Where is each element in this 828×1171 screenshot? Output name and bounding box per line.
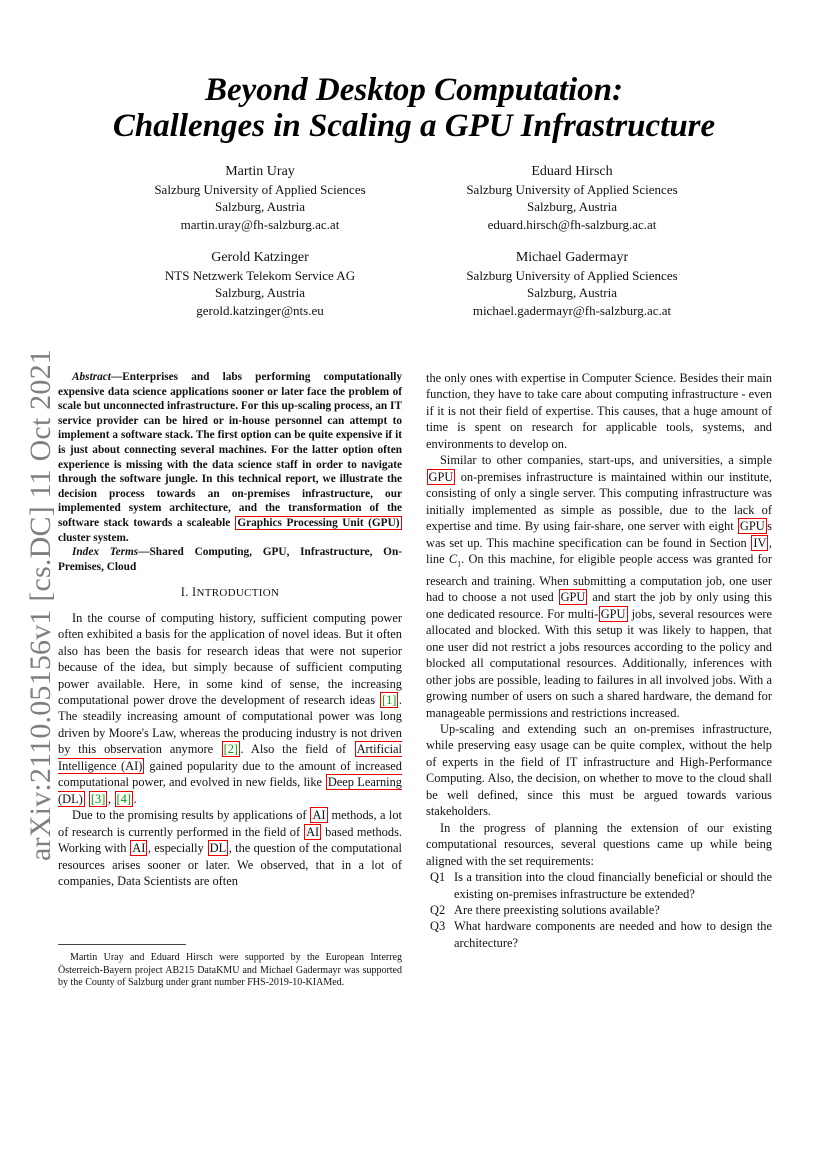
intro-paragraph-2 (58, 807, 402, 889)
title-line-2: Challenges in Scaling a GPU Infrastructure (112, 108, 716, 144)
dl-acronym-link[interactable]: DL (209, 841, 227, 856)
math-subscript: 1 (457, 559, 462, 569)
text: . On this machine, for eligible people access was granted for research and training. When submitting a computation job, one user had to choose a not used (426, 551, 772, 605)
right-paragraph-1: the only ones with expertise in Computer Science. Besides their main function, they have to take care about computing infrastructure - even if it is not their field of expertise. This causes, that a huge amount of time is spent on research for applicable tools, systems, and environments to develop on. (426, 371, 772, 451)
right-paragraph-2 (426, 452, 772, 721)
right-column (426, 370, 772, 951)
author-location: Salzburg, Austria (214, 285, 306, 300)
text: Due to the promising results by applications of (72, 808, 310, 823)
author-affiliation: Salzburg University of Applied Sciences (466, 267, 678, 283)
question-label: Q3 (430, 919, 446, 934)
text: s was set up. This machine specification can be found in Section (426, 519, 772, 550)
citation-link[interactable]: [1] (381, 693, 397, 708)
author-block-1 (95, 163, 425, 233)
citation-link[interactable]: [2] (223, 742, 239, 757)
gpu-acronym-link[interactable]: GPU (739, 519, 765, 534)
index-terms (58, 545, 402, 574)
text: gained popularity due to the amount of increased computational power, and evolved in new fields, like (58, 758, 403, 790)
text: , especially (147, 841, 208, 856)
text: methods, a lot of research is currently performed in the field of (58, 808, 402, 839)
author-affiliation: Salzburg University of Applied Sciences (466, 181, 678, 197)
text: In the course of computing history, sufficient computing power often exhibited a basis for the application of novel ideas. But it often also has been the basis for research ideas that were not superior because of the idea, but simply because of sufficient computing power available. Here, in some kind of sense, the increasing computational power drove the development of research ideas (58, 610, 402, 708)
section-number: I. (180, 585, 189, 600)
author-name: Eduard Hirsch (531, 164, 613, 179)
text: . Also the field of (240, 742, 355, 757)
question-label: Q2 (430, 902, 446, 917)
citation-link[interactable]: [3] (90, 791, 106, 806)
ai-acronym-link[interactable]: AI (132, 841, 146, 856)
abstract (58, 370, 402, 545)
text: based methods. Working with (58, 824, 402, 856)
text (85, 792, 88, 806)
author-email: martin.uray@fh-salzburg.ac.at (180, 216, 340, 232)
text: on-premises infrastructure is maintained within our institute, consisting of only a single server. This computing infrastructure was initially implemented as simple as possible, due to the lack of expertise and time. By using fair-share, one server with eight (426, 469, 772, 534)
author-affiliation: Salzburg University of Applied Sciences (154, 181, 366, 197)
author-location: Salzburg, Austria (526, 199, 618, 214)
ai-acronym-link[interactable]: Artificial Intelligence (AI) (58, 742, 402, 773)
list-item (426, 902, 772, 918)
question-label: Q1 (430, 870, 446, 885)
gpu-acronym-link[interactable]: GPU (560, 590, 586, 605)
author-name: Martin Uray (225, 164, 295, 179)
footnote: Martin Uray and Eduard Hirsch were supported by the European Interreg Österreich-Bayern project AB215 DataKMU and Michael Gadermayr was supported by the County of Salzburg under grant number FHS-2019-10-KIAMed. (58, 952, 402, 989)
ai-acronym-link[interactable]: AI (306, 824, 320, 839)
math-symbol: C (448, 551, 458, 566)
dl-acronym-link[interactable]: Deep Learning (DL) (58, 775, 402, 806)
abstract-label: Abstract (72, 371, 111, 383)
citation-link[interactable]: [4] (116, 791, 131, 806)
author-location: Salzburg, Austria (214, 199, 306, 214)
gpu-acronym-link[interactable]: GPU (600, 606, 626, 621)
section-link[interactable]: IV (753, 535, 767, 550)
section-heading-introduction (58, 584, 402, 601)
abstract-text-end: cluster system. (58, 531, 129, 544)
title-line-1: Beyond Desktop Computation: (204, 72, 624, 108)
right-paragraph-3: Up-scaling and extending such an on-premises infrastructure, while preserving easy usage can be quite complex, without the help of experts in the field of IT infrastructure and High-Performance Computing. Also, the decision, on whether to move to the cloud shall be well defined, since this must be argued towards various stakeholders. (426, 721, 772, 819)
intro-paragraph-1 (58, 610, 402, 807)
author-block-4 (407, 249, 737, 319)
index-terms-label: Index Terms (72, 546, 139, 559)
author-name: Gerold Katzinger (211, 250, 309, 265)
author-email: michael.gadermayr@fh-salzburg.ac.at (472, 302, 672, 318)
footnote-rule (58, 944, 186, 945)
text: jobs, several resources were allocated and blocked. With this setup it was likely to happen, that one user did not restrict a jobs resources according to the policy and blocked all computational resources. Additionally, inferences with other jobs are possible, leading to failures in all involved jobs. With a growing number of users on such a shared hardware, the demand for manageable permissions and restrictions increased. (426, 606, 773, 720)
abstract-text: —Enterprises and labs performing computationally expensive data science applications sooner or later face the problem of scale but unconnected infrastructure. For this up-scaling process, an IT service provider can be hired or in-house personnel can attempt to implement a software stack. The first option can be quite expensive if it is just about connecting several machines. For the latter option often experience is missing with the data science staff in order to navigate through the software jungle. In this technical report, we illustrate the decision process towards an on-premises infrastructure, our implemented system architecture, and the transformation of the software stack towards a scaleable (58, 371, 402, 529)
text: , line (426, 535, 772, 566)
section-title-rest: NTRODUCTION (196, 587, 280, 600)
left-column (58, 370, 402, 889)
question-list (426, 869, 772, 951)
index-terms-text: —Shared Computing, GPU, Infrastructure, On-Premises, Cloud (58, 546, 402, 573)
section-initial: I (192, 585, 197, 600)
text: , (107, 791, 115, 806)
text: . (133, 791, 137, 806)
question-text: What hardware components are needed and how to design the architecture? (454, 919, 772, 950)
text: and start the job by only using this one dedicated resource. For multi- (426, 590, 772, 621)
paper-title (0, 72, 828, 144)
right-paragraph-4: In the progress of planning the extension of our existing computational resources, several questions came up while being aligned with the set requirements: (426, 820, 772, 868)
author-block-2 (407, 163, 737, 233)
text: , the question of the computational resources arises sooner or later. We observed, that in a lot of companies, Data Scientists are often (58, 841, 402, 889)
ai-acronym-link[interactable]: AI (312, 808, 326, 823)
author-location: Salzburg, Austria (526, 285, 618, 300)
text: Similar to other companies, start-ups, and universities, a simple (440, 453, 772, 468)
arxiv-id: arXiv:2110.05156v1 [cs.DC] 11 Oct 2021 (24, 349, 57, 861)
author-name: Michael Gadermayr (515, 250, 629, 265)
gpu-acronym-link[interactable]: Graphics Processing Unit (GPU) (237, 516, 400, 529)
list-item (426, 869, 772, 902)
author-email: eduard.hirsch@fh-salzburg.ac.at (487, 216, 657, 232)
question-text: Are there preexisting solutions available? (454, 902, 660, 917)
text: . The steadily increasing amount of computational power was long driven by Moore's Law, whereas the producing industry is not driven by this observation anymore (58, 693, 402, 757)
list-item (426, 918, 772, 951)
question-text: Is a transition into the cloud financially beneficial or should the existing on-premises infrastructure be extended? (454, 870, 772, 901)
author-email: gerold.katzinger@nts.eu (196, 302, 324, 318)
author-block-3 (95, 249, 425, 319)
gpu-acronym-link[interactable]: GPU (428, 469, 454, 484)
author-affiliation: NTS Netzwerk Telekom Service AG (164, 267, 356, 283)
